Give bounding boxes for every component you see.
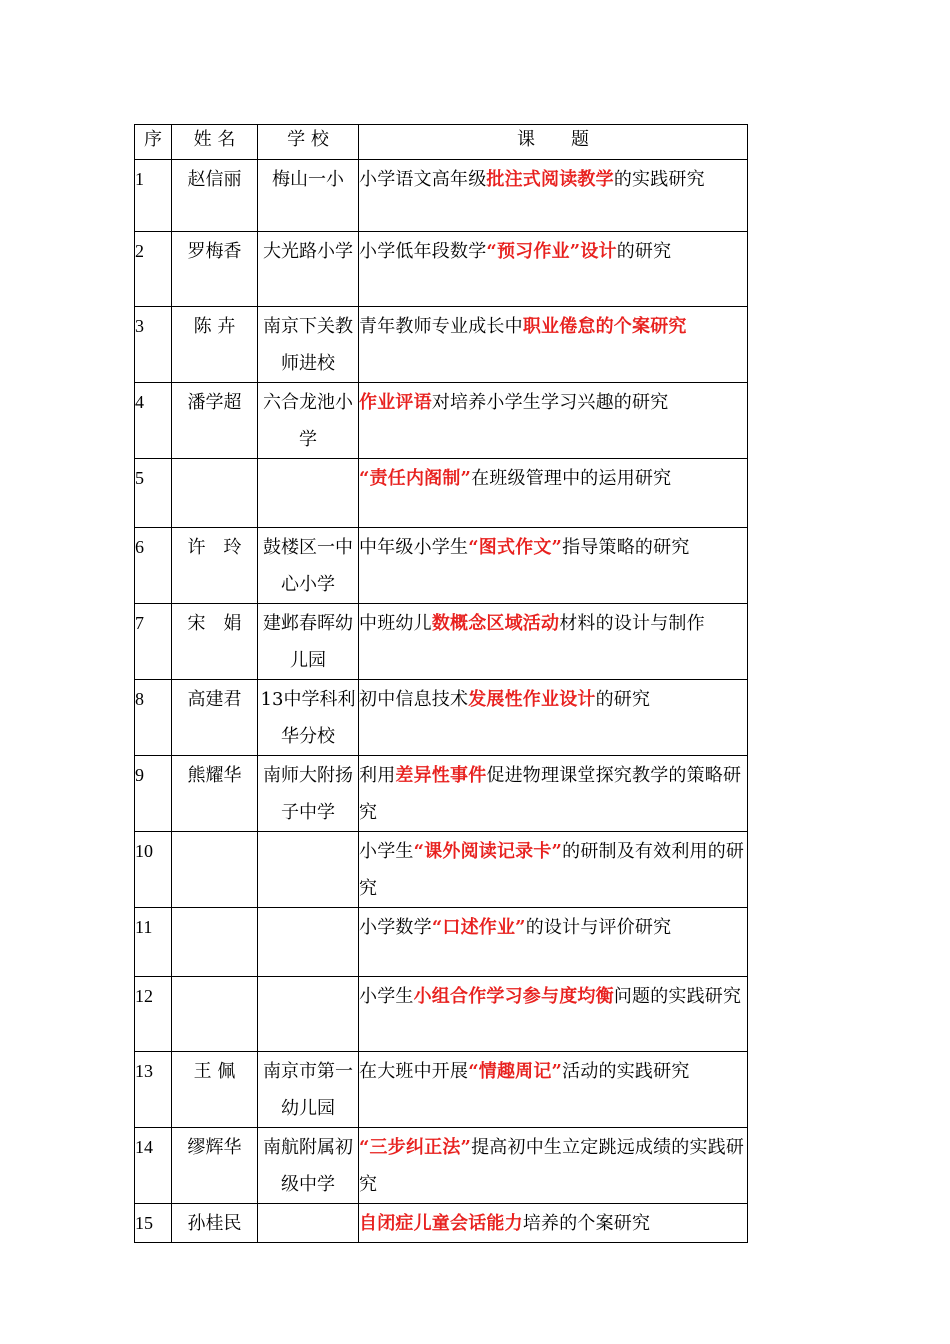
teacher-name	[172, 908, 258, 977]
table-row	[135, 232, 748, 307]
topic-highlight: 差异性事件	[395, 765, 487, 786]
row-number: 6	[135, 528, 172, 604]
school-name	[258, 1204, 359, 1243]
topic-cell	[359, 832, 748, 908]
row-number: 2	[135, 232, 172, 307]
topic-text: 小学语文高年级	[359, 169, 487, 190]
topic-text: 小学数学	[359, 917, 432, 938]
school-name: 南航附属初级中学	[258, 1128, 359, 1204]
school-name	[258, 832, 359, 908]
school-name: 六合龙池小学	[258, 383, 359, 459]
table-row	[135, 307, 748, 383]
topic-text: 培养的个案研究	[522, 1213, 651, 1234]
table-row	[135, 459, 748, 528]
topic-text: 小学生	[359, 986, 414, 1007]
teacher-name: 孙桂民	[172, 1204, 258, 1243]
topic-text: 对培养小学生学习兴趣的研究	[431, 392, 669, 413]
topic-text: 提高初中生立定跳远成绩的实践研究	[359, 1137, 745, 1195]
row-number: 5	[135, 459, 172, 528]
teacher-name: 赵信丽	[172, 160, 258, 232]
table-row	[135, 160, 748, 232]
topic-text: 利用	[359, 765, 396, 786]
row-number: 15	[135, 1204, 172, 1243]
topic-cell	[359, 160, 748, 232]
row-number: 7	[135, 604, 172, 680]
school-name: 鼓楼区一中心小学	[258, 528, 359, 604]
topic-highlight: 作业评语	[359, 392, 432, 413]
topic-cell	[359, 1052, 748, 1128]
table-row	[135, 1204, 748, 1243]
school-name: 南师大附扬子中学	[258, 756, 359, 832]
school-name: 13中学科利华分校	[258, 680, 359, 756]
school-name: 南京下关教师进校	[258, 307, 359, 383]
topic-text: 小学低年段数学	[359, 241, 487, 262]
project-table	[134, 124, 748, 1243]
school-name: 梅山一小	[258, 160, 359, 232]
topic-cell	[359, 977, 748, 1052]
topic-text: 的实践研究	[613, 169, 705, 190]
teacher-name: 罗梅香	[172, 232, 258, 307]
table-row	[135, 908, 748, 977]
topic-highlight: “情趣周记”	[468, 1061, 563, 1082]
row-number: 8	[135, 680, 172, 756]
topic-highlight: “责任内阁制”	[359, 468, 472, 489]
table-row	[135, 1128, 748, 1204]
topic-text: 的研究	[595, 689, 651, 710]
school-name	[258, 459, 359, 528]
topic-highlight: 数概念区域活动	[431, 613, 560, 634]
topic-text: 在班级管理中的运用研究	[471, 468, 672, 489]
topic-highlight: “三步纠正法”	[359, 1137, 472, 1158]
topic-cell	[359, 307, 748, 383]
topic-highlight: “图式作文”	[468, 537, 563, 558]
table-row	[135, 977, 748, 1052]
topic-text: 材料的设计与制作	[559, 613, 705, 634]
teacher-name	[172, 977, 258, 1052]
topic-highlight: “预习作业”设计	[486, 241, 617, 262]
topic-highlight: 批注式阅读教学	[486, 169, 614, 190]
topic-cell	[359, 232, 748, 307]
row-number: 11	[135, 908, 172, 977]
header-name: 姓 名	[172, 125, 258, 160]
teacher-name	[172, 832, 258, 908]
topic-highlight: “口述作业”	[431, 917, 526, 938]
table-row	[135, 604, 748, 680]
row-number: 12	[135, 977, 172, 1052]
topic-text: 的研究	[616, 241, 672, 262]
row-number: 4	[135, 383, 172, 459]
topic-text: 在大班中开展	[359, 1061, 469, 1082]
topic-highlight: “课外阅读记录卡”	[413, 841, 563, 862]
header-seq: 序	[135, 125, 172, 160]
table-row	[135, 383, 748, 459]
topic-cell	[359, 604, 748, 680]
topic-text: 的设计与评价研究	[525, 917, 672, 938]
topic-cell	[359, 383, 748, 459]
topic-text: 的研制及有效利用的研究	[359, 841, 745, 899]
teacher-name	[172, 459, 258, 528]
row-number: 13	[135, 1052, 172, 1128]
topic-highlight: 自闭症儿童会话能力	[359, 1213, 523, 1234]
topic-cell	[359, 459, 748, 528]
topic-text: 小学生	[359, 841, 414, 862]
header-topic: 课 题	[359, 125, 748, 160]
header-row	[135, 125, 748, 160]
topic-text: 问题的实践研究	[613, 986, 742, 1007]
topic-text: 促进物理课堂探究教学的策略研究	[359, 765, 742, 823]
topic-cell	[359, 680, 748, 756]
topic-cell	[359, 1204, 748, 1243]
school-name	[258, 908, 359, 977]
topic-text: 活动的实践研究	[562, 1061, 690, 1082]
topic-highlight: 职业倦怠的个案研究	[522, 316, 687, 337]
topic-highlight: 发展性作业设计	[468, 689, 596, 710]
row-number: 9	[135, 756, 172, 832]
table-row	[135, 680, 748, 756]
header-school: 学 校	[258, 125, 359, 160]
topic-cell	[359, 1128, 748, 1204]
school-name: 南京市第一幼儿园	[258, 1052, 359, 1128]
table-row	[135, 832, 748, 908]
teacher-name: 许 玲	[172, 528, 258, 604]
topic-cell	[359, 528, 748, 604]
topic-cell	[359, 908, 748, 977]
topic-text: 中年级小学生	[359, 537, 469, 558]
topic-highlight: 小组合作学习参与度均衡	[413, 986, 614, 1007]
teacher-name: 陈 卉	[172, 307, 258, 383]
row-number: 1	[135, 160, 172, 232]
row-number: 3	[135, 307, 172, 383]
teacher-name: 宋 娟	[172, 604, 258, 680]
teacher-name: 高建君	[172, 680, 258, 756]
topic-text: 中班幼儿	[359, 613, 432, 634]
school-name	[258, 977, 359, 1052]
table-row	[135, 528, 748, 604]
topic-cell	[359, 756, 748, 832]
row-number: 14	[135, 1128, 172, 1204]
table-row	[135, 756, 748, 832]
teacher-name: 缪辉华	[172, 1128, 258, 1204]
teacher-name: 熊耀华	[172, 756, 258, 832]
row-number: 10	[135, 832, 172, 908]
topic-text: 指导策略的研究	[562, 537, 690, 558]
school-name: 大光路小学	[258, 232, 359, 307]
school-name: 建邺春晖幼儿园	[258, 604, 359, 680]
table-row	[135, 1052, 748, 1128]
topic-text: 初中信息技术	[359, 689, 469, 710]
topic-text: 青年教师专业成长中	[359, 316, 523, 337]
teacher-name: 潘学超	[172, 383, 258, 459]
teacher-name: 王 佩	[172, 1052, 258, 1128]
